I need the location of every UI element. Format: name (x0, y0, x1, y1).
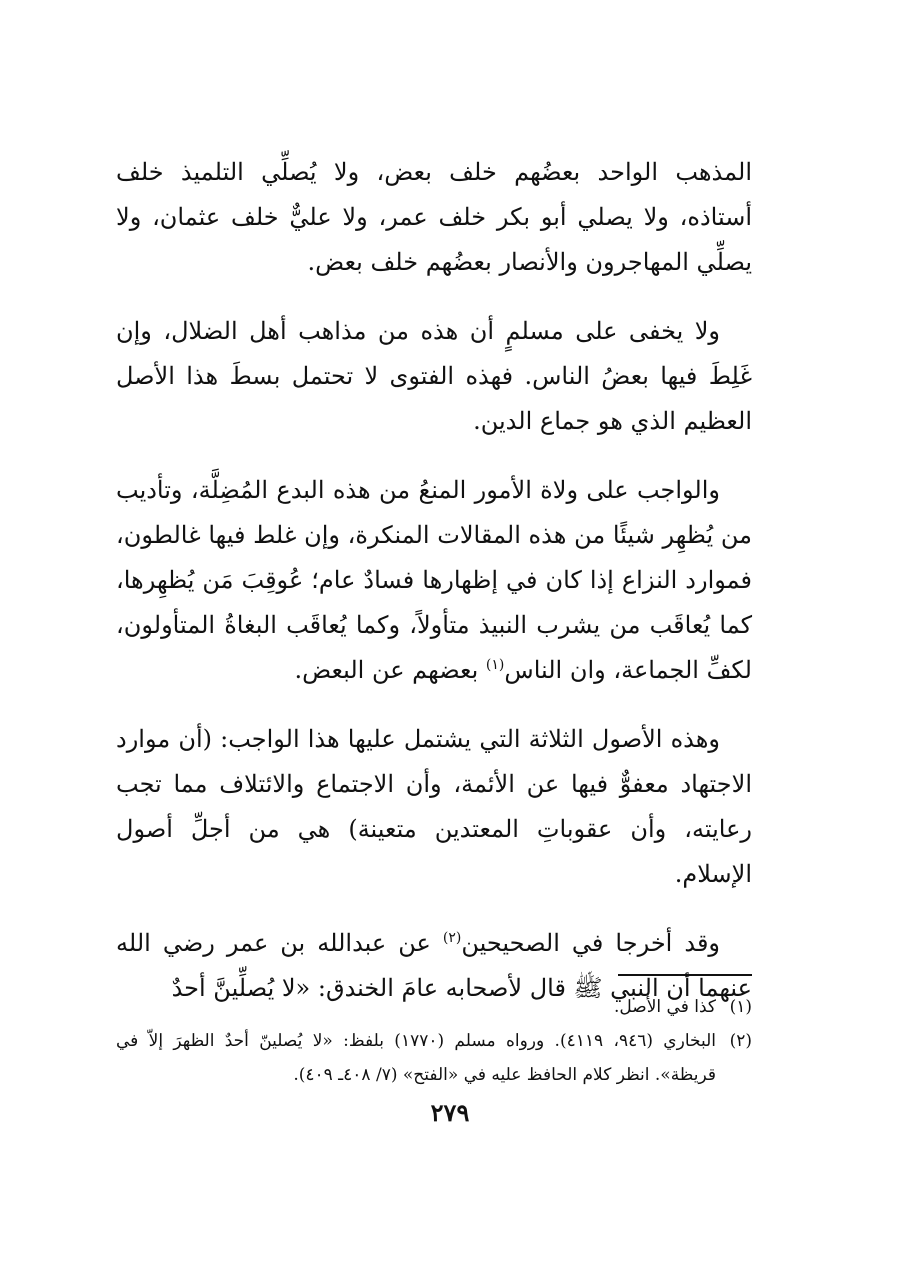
footnote-reference-1: (١) (485, 657, 505, 673)
paragraph-1 (116, 150, 752, 285)
paragraph-text: عن عبدالله بن عمر رضي الله عنهما أن النبي ﷺ قال لأصحابه عامَ الخندق: «لا يُصلِّينَّ أحدٌ (116, 929, 752, 1002)
page-number: ٢٧٩ (430, 1098, 470, 1127)
footnotes (116, 990, 752, 1092)
paragraph-text: بعضهم عن البعض. (294, 656, 486, 684)
paragraph-text: والواجب على ولاة الأمور المنعُ من هذه البدع المُضِلَّة، وتأديب من يُظهِر شيئًا من هذه المقالات المنكرة، وإن غلط فيها غالطون، فموارد النزاع إذا كان في إظهارها فسادٌ عام؛ عُوقِبَ مَن يُظهِرها، كما يُعاقَب من يشرب النبيذ متأولاً، وكما يُعاقَب البغاةُ المتأولون، لكفِّ الجماعة، وان الناس (116, 476, 752, 684)
footnote-text: البخاري (٩٤٦، ٤١١٩). ورواه مسلم (١٧٧٠) بلفظ: «لا يُصلينّ أحدٌ الظهرَ إلاّ في قريظة». انظر كلام الحافظ عليه في «الفتح» (٧/ ٤٠٨ـ ٤٠٩). (116, 1031, 717, 1085)
paragraph-3 (116, 468, 752, 693)
footnote-text: كذا في الأصل. (614, 997, 716, 1017)
footnote-reference-2: (٢) (442, 930, 462, 946)
paragraph-text: ولا يخفى على مسلمٍ أن هذه من مذاهب أهل الضلال، وإن غَلِطَ فيها بعضُ الناس. فهذه الفتوى لا تحتمل بسطَ هذا الأصل العظيم الذي هو جماع الدين. (116, 317, 752, 435)
paragraph-text: المذهب الواحد بعضُهم خلف بعض، ولا يُصلِّي التلميذ خلف أستاذه، ولا يصلي أبو بكر خلف عمر، ولا عليٌّ خلف عثمان، ولا يصلِّي المهاجرون والأنصار بعضُهم خلف بعض. (116, 158, 752, 276)
paragraph-text: وهذه الأصول الثلاثة التي يشتمل عليها هذا الواجب: (أن موارد الاجتهاد معفوٌّ فيها عن الأئمة، وأن الاجتماع والائتلاف مما تجب رعايته، وأن عقوباتِ المعتدين متعينة) هي من أجلِّ أصول الإسلام. (116, 725, 752, 888)
paragraph-4 (116, 717, 752, 897)
footnote-number: (٢) (729, 1031, 752, 1051)
footnote-2 (116, 1024, 752, 1092)
paragraph-text: وقد أخرجا في الصحيحين (461, 929, 721, 957)
footnote-1 (116, 990, 752, 1024)
footnote-number: (١) (729, 997, 752, 1017)
paragraph-2 (116, 309, 752, 444)
main-text (116, 150, 752, 1035)
footnote-divider (618, 974, 752, 976)
